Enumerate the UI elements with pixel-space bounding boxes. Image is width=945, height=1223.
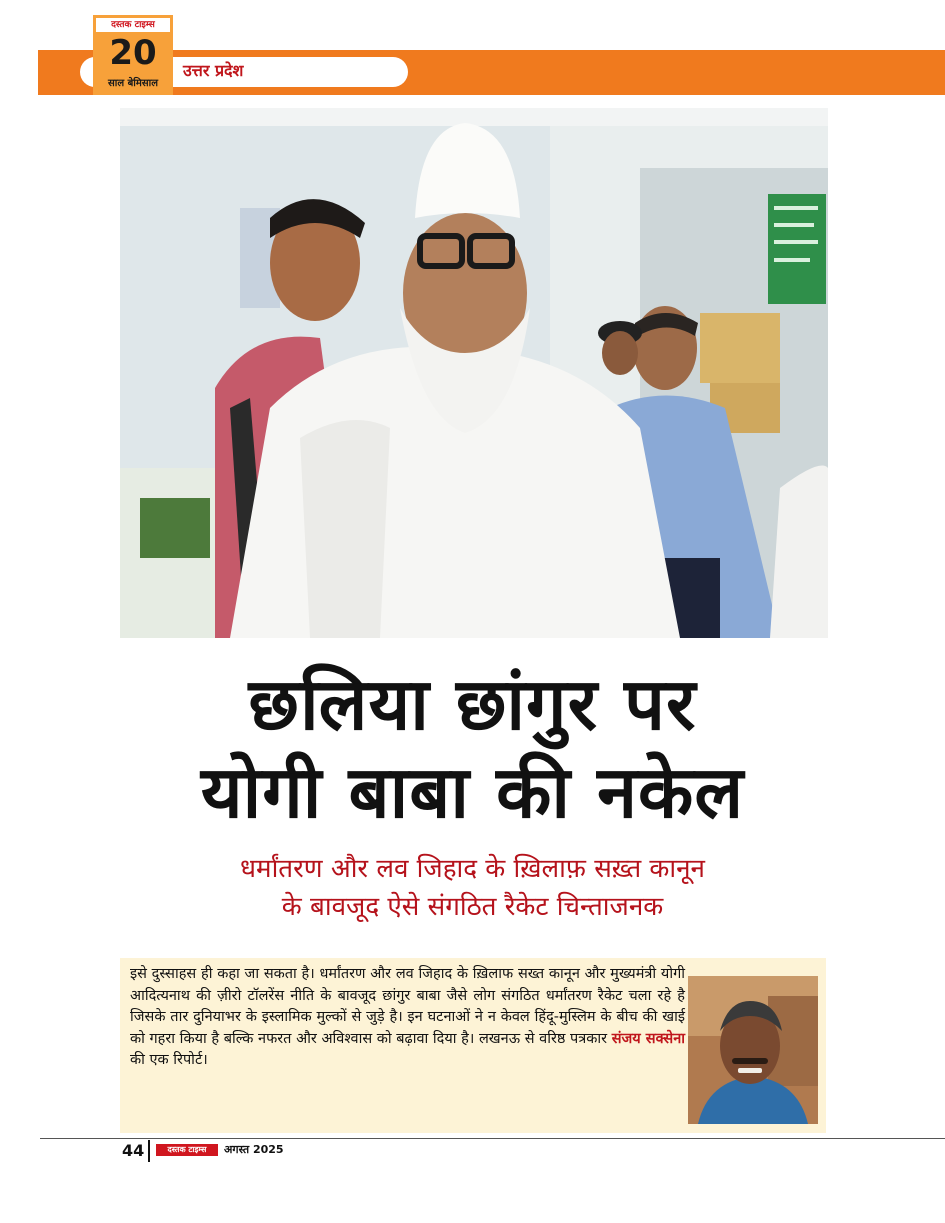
subheadline (100, 850, 845, 926)
author-photo (688, 976, 818, 1124)
headline-line-2: योगी बाबा की नकेल (200, 750, 745, 834)
lead-photo-illustration (120, 108, 828, 638)
section-label: उत्तर प्रदेश (183, 61, 244, 80)
footer-divider (148, 1140, 150, 1162)
footer-date: अगस्त 2025 (224, 1143, 284, 1156)
intro-box (120, 958, 826, 1133)
badge-number: 20 (109, 33, 157, 73)
page-number: 44 (122, 1141, 145, 1160)
headline (60, 660, 885, 836)
subheadline-line-1: धर्मांतरण और लव जिहाद के ख़िलाफ़ सख़्त कानून (240, 854, 705, 884)
intro-body: इसे दुस्साहस ही कहा जा सकता है। धर्मांतरण और लव जिहाद के ख़िलाफ सख्त कानून और मुख्यमंत्री योगी आदित्यनाथ की ज़ीरो टॉलरेंस नीति के बावजूद छांगुर बाबा जैसे लोग संगठित धर्मांतरण रैकेट चला रहे है जिसके तार दुनियाभर के इस्लामिक मुल्कों से जुड़े है। इन घटनाओं ने न केवल हिंदू-मुस्लिम के बीच की खाई को गहरा किया है बल्कि नफरत और अविश्वास को बढ़ावा दिया है। लखनऊ से वरिष्ठ पत्रकार (130, 966, 685, 1047)
footer-rule (40, 1138, 945, 1139)
subheadline-line-2: के बावजूद ऐसे संगठित रैकेट चिन्ताजनक (281, 892, 664, 922)
badge-tagline: साल बेमिसाल (107, 78, 159, 89)
footer-brand: दस्तक टाइम्स (156, 1144, 218, 1156)
lead-photo (120, 108, 828, 638)
author-photo-illustration (688, 976, 818, 1124)
intro-end: की एक रिपोर्ट। (130, 1052, 208, 1068)
intro-paragraph (130, 964, 685, 1072)
anniversary-badge (93, 15, 173, 95)
author-name: संजय सक्सेना (611, 1030, 686, 1047)
badge-brand: दस्तक टाइम्स (96, 18, 170, 32)
headline-line-1: छलिया छांगुर पर (248, 662, 697, 746)
